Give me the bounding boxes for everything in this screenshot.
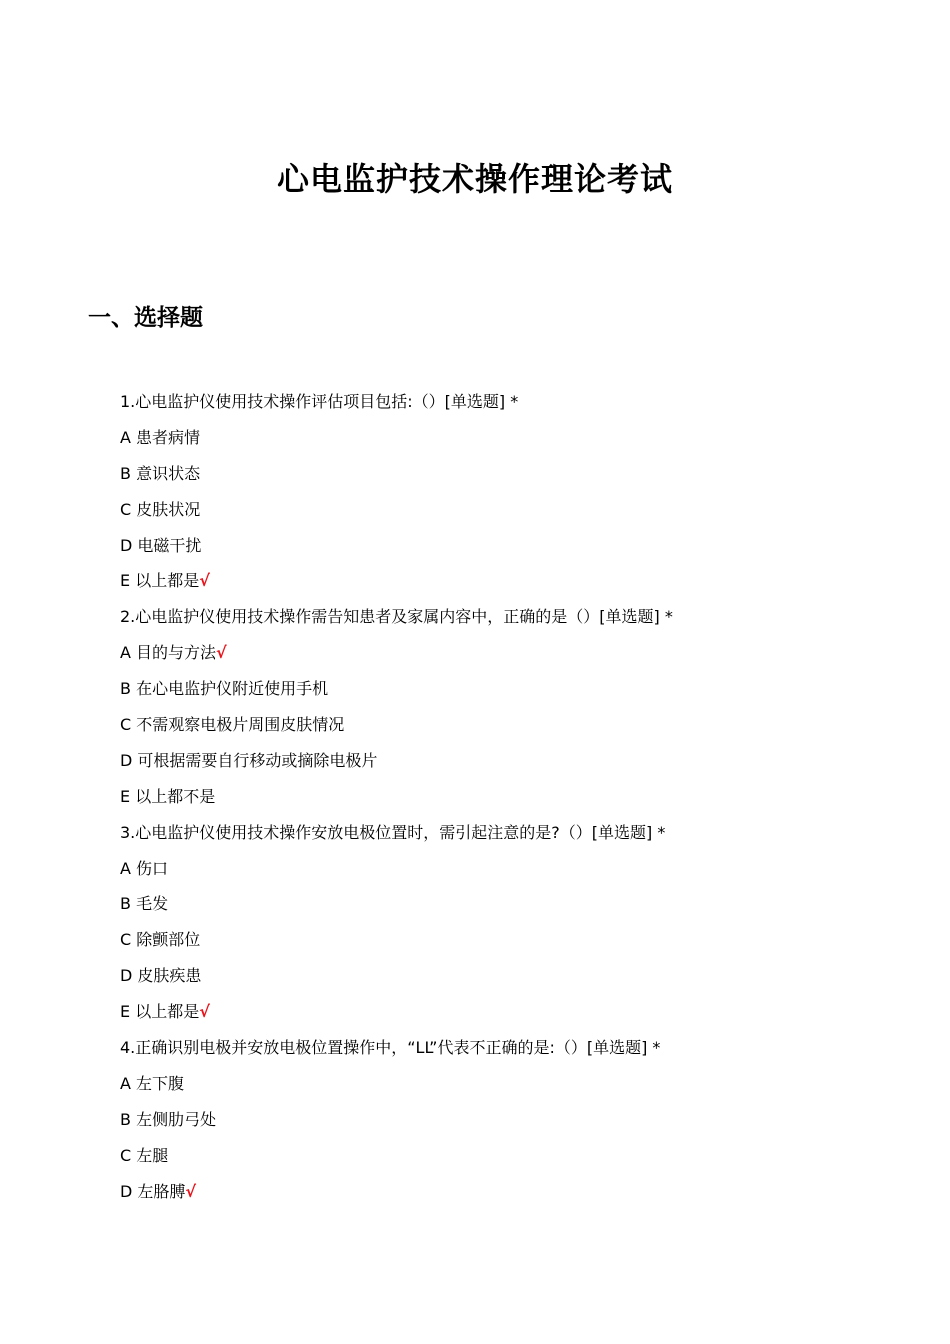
answer-option — [120, 635, 900, 671]
answer-option — [120, 671, 900, 707]
answer-option — [120, 922, 900, 958]
option-text: A 目的与方法 — [120, 643, 217, 663]
option-text: A 左下腹 — [120, 1073, 185, 1093]
option-text: B 左侧肋弓处 — [120, 1109, 217, 1129]
option-text: D 电磁干扰 — [120, 535, 202, 555]
correct-checkmark-icon: √ — [199, 1002, 210, 1022]
answer-option — [120, 1066, 900, 1102]
correct-checkmark-icon: √ — [199, 571, 210, 591]
option-text: E 以上都是 — [120, 1002, 200, 1022]
option-text: C 除颤部位 — [120, 930, 201, 950]
answer-option — [120, 563, 900, 599]
answer-option — [120, 886, 900, 922]
page-title: 心电监护技术操作理论考试 — [276, 160, 673, 198]
section-heading: 一、选择题 — [88, 305, 203, 331]
answer-option — [120, 1138, 900, 1174]
option-text: D 皮肤疾患 — [120, 966, 202, 986]
option-text: E 以上都不是 — [120, 786, 216, 806]
question-stem: 2.心电监护仪使用技术操作需告知患者及家属内容中，正确的是（）[单选题] * — [120, 607, 673, 627]
answer-option — [120, 958, 900, 994]
answer-option — [120, 528, 900, 564]
correct-checkmark-icon: √ — [185, 1181, 197, 1201]
answer-option — [120, 851, 900, 887]
option-text: C 左腿 — [120, 1145, 169, 1165]
option-text: D 左胳膊 — [120, 1181, 186, 1201]
answer-option — [120, 779, 900, 815]
option-text: A 患者病情 — [120, 427, 201, 447]
question-stem: 3.心电监护仪使用技术操作安放电极位置时，需引起注意的是?（）[单选题] * — [120, 822, 666, 842]
option-text: C 不需观察电极片周围皮肤情况 — [120, 715, 345, 735]
option-text: C 皮肤状况 — [120, 499, 201, 519]
answer-option — [120, 492, 900, 528]
option-text: B 意识状态 — [120, 463, 201, 483]
option-text: B 在心电监护仪附近使用手机 — [120, 679, 329, 699]
correct-checkmark-icon: √ — [216, 643, 227, 663]
option-text: B 毛发 — [120, 894, 169, 914]
option-text: D 可根据需要自行移动或摘除电极片 — [120, 750, 378, 770]
answer-option — [120, 743, 900, 779]
option-text: A 伤口 — [120, 858, 169, 878]
answer-option — [120, 456, 900, 492]
answer-option — [120, 994, 900, 1030]
question-list — [120, 384, 900, 1209]
option-text: E 以上都是 — [120, 571, 200, 591]
answer-option — [120, 707, 900, 743]
question-stem: 4.正确识别电极并安放电极位置操作中，“LL”代表不正确的是:（）[单选题] * — [120, 1038, 661, 1058]
question-stem: 1.心电监护仪使用技术操作评估项目包括:（）[单选题] * — [120, 392, 519, 411]
answer-option — [120, 1102, 900, 1138]
answer-option — [120, 1174, 900, 1210]
answer-option — [120, 420, 900, 456]
